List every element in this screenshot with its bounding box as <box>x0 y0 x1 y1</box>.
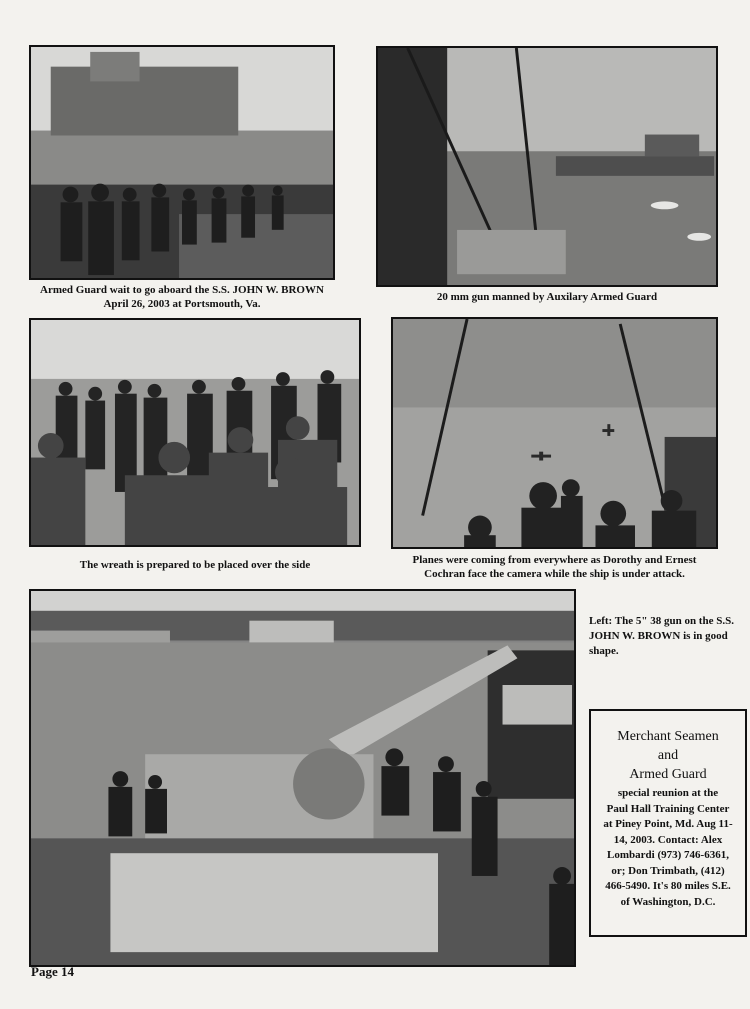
caption-line: The wreath is prepared to be placed over the side <box>79 559 311 571</box>
caption-line: 20 mm gun manned by Auxilary Armed Guard <box>436 291 658 303</box>
side-note-line: Left: The 5" 38 gun on the S.S. <box>589 615 734 627</box>
caption-wreath <box>29 558 361 572</box>
photo-planes <box>391 317 718 549</box>
notice-body-line: Paul Hall Training Center <box>606 802 730 815</box>
notice-body-line: or; Don Trimbath, (412) <box>611 864 725 877</box>
notice-heading-line: Merchant Seamen <box>617 729 719 744</box>
caption-line: April 26, 2003 at Portsmouth, Va. <box>103 298 261 310</box>
side-note-line: shape. <box>589 645 619 657</box>
notice-body-line: 14, 2003. Contact: Alex <box>613 833 723 846</box>
caption-planes <box>391 553 718 581</box>
notice-body-line: at Piney Point, Md. Aug 11- <box>603 818 733 830</box>
notice-body-line: special reunion at the <box>617 787 719 799</box>
reunion-notice-box <box>589 709 747 937</box>
caption-line: Cochran face the camera while the ship is under attack. <box>424 568 685 580</box>
notice-body-line: Lombardi (973) 746-6361, <box>607 849 729 861</box>
side-note-line: JOHN W. BROWN is in good <box>589 630 728 642</box>
photo-20mm-gun <box>376 46 718 287</box>
caption-ship-boarding <box>29 283 335 311</box>
notice-heading-line: Armed Guard <box>629 767 707 782</box>
caption-line: Armed Guard wait to go aboard the S.S. JOHN W. BROWN <box>40 284 324 296</box>
notice-body-line: 466-5490. It's 80 miles S.E. <box>605 880 731 892</box>
caption-20mm-gun <box>376 290 718 304</box>
notice-body <box>595 786 741 910</box>
notice-heading-line: and <box>657 748 679 763</box>
photo-ship-boarding <box>29 45 335 280</box>
photo-wreath <box>29 318 361 547</box>
caption-line: Planes were coming from everywhere as Dorothy and Ernest <box>412 554 697 566</box>
notice-body-line: of Washington, D.C. <box>620 895 716 908</box>
notice-heading <box>595 727 741 784</box>
side-note-5in-gun <box>589 614 739 659</box>
page-number: Page 14 <box>31 964 74 979</box>
photo-5in-gun <box>29 589 576 967</box>
